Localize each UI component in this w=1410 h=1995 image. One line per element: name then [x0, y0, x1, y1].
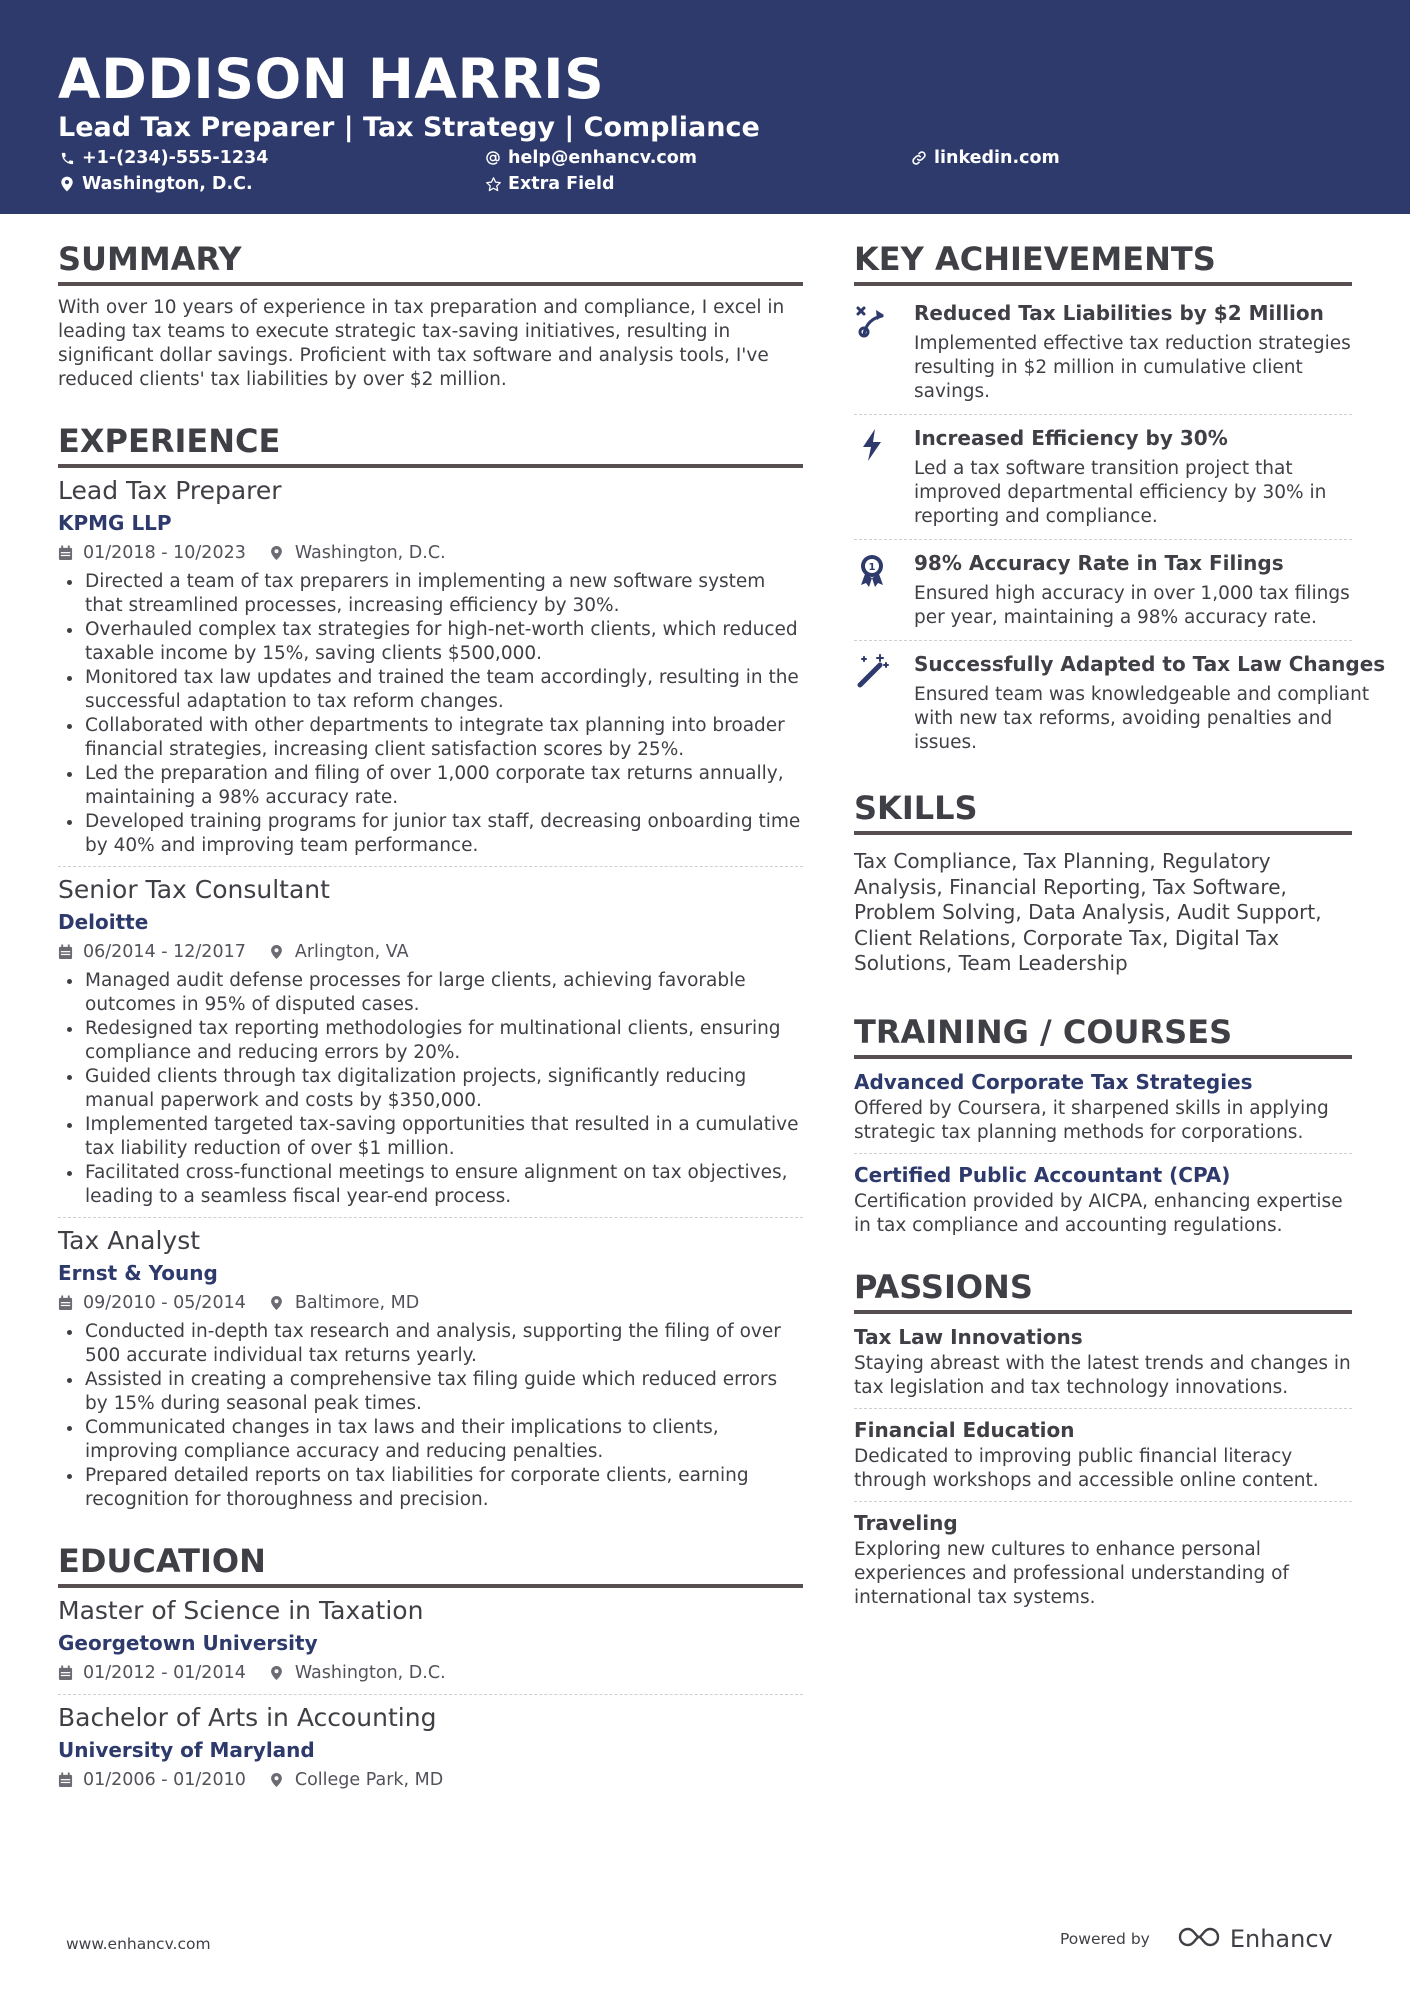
achievement-item [854, 645, 1386, 761]
achievement-desc: Ensured team was knowledgeable and compliant with new tax reforms, avoiding penalties and issues. [914, 684, 1370, 753]
achievement-title: Reduced Tax Liabilities by $2 Million [914, 301, 1324, 325]
calendar-icon [58, 1665, 74, 1681]
divider [854, 1408, 1352, 1409]
job-bullet: Conducted in-depth tax research and analysis, supporting the filing of over 500 accurate individual tax returns yearly. [58, 1320, 803, 1368]
passion-item [854, 1322, 1352, 1400]
link-icon [910, 149, 928, 167]
job-meta [58, 540, 803, 566]
school-name: University of Maryland [58, 1738, 315, 1762]
course-item [854, 1067, 1352, 1145]
education-meta [58, 1660, 803, 1686]
course-item [854, 1160, 1352, 1238]
passions-section [854, 1266, 1352, 1610]
training-title: TRAINING / COURSES [854, 1011, 1352, 1059]
job-dates: 01/2018 - 10/2023 [83, 543, 246, 563]
passion-desc: Exploring new cultures to enhance personal experiences and professional understanding of international tax systems. [854, 1538, 1289, 1608]
calendar-icon [58, 944, 74, 960]
extra-field-text: Extra Field [508, 174, 615, 194]
brand-name[interactable]: Enhancv [1229, 1925, 1333, 1953]
job-bullet: Implemented targeted tax-saving opportunities that resulted in a cumulative tax liability reduction of over $1 million. [58, 1113, 803, 1161]
education-title: EDUCATION [58, 1540, 803, 1588]
enhancv-logo-icon [1176, 1925, 1222, 1953]
achievement-desc: Ensured high accuracy in over 1,000 tax filings per year, maintaining a 98% accuracy rate. [914, 583, 1350, 628]
headline: Lead Tax Preparer | Tax Strategy | Compliance [58, 112, 760, 143]
job-title: Tax Analyst [58, 1226, 201, 1255]
job-bullet: Developed training programs for junior tax staff, decreasing onboarding time by 40% and improving team performance. [58, 810, 803, 858]
calendar-icon [58, 545, 74, 561]
divider [58, 866, 803, 867]
job-location-text: Washington, D.C. [294, 543, 446, 563]
calendar-icon [58, 1295, 74, 1311]
divider [854, 1153, 1352, 1154]
education-location-text: Washington, D.C. [294, 1663, 446, 1683]
achievement-title: Increased Efficiency by 30% [914, 426, 1228, 450]
location-pin-icon [270, 545, 286, 561]
course-desc: Certification provided by AICPA, enhancing expertise in tax compliance and accounting regulations. [854, 1190, 1343, 1236]
job-title: Lead Tax Preparer [58, 476, 282, 505]
location-pin-icon [270, 1295, 286, 1311]
job-bullet: Redesigned tax reporting methodologies for multinational clients, ensuring compliance and reducing errors by 20%. [58, 1017, 803, 1065]
course-desc: Offered by Coursera, it sharpened skills in applying strategic tax planning methods for corporations. [854, 1097, 1329, 1143]
job-entry [58, 1224, 803, 1512]
degree-title: Master of Science in Taxation [58, 1596, 424, 1625]
job-bullet: Collaborated with other departments to integrate tax planning into broader financial strategies, increasing client satisfaction scores by 25%. [58, 714, 803, 762]
powered-by-label: Powered by [1060, 1930, 1150, 1948]
education-location-text: College Park, MD [294, 1770, 444, 1790]
skills-list: Tax Compliance, Tax Planning, Regulatory Analysis, Financial Reporting, Tax Software, Problem Solving, Data Analysis, Audit Support, Client Relations, Corporate Tax, Digital Tax Solutions, Team Leadership [854, 849, 1322, 975]
job-location [270, 540, 446, 566]
summary-text: With over 10 years of experience in tax preparation and compliance, I excel in leading tax teams to execute strategic tax-saving initiatives, resulting in significant dollar savings. Proficient with tax software and analysis tools, I've reduced clients' tax liabilities by over $2 million. [58, 297, 785, 390]
linkedin-text[interactable]: linkedin.com [934, 148, 1060, 168]
achievements-section [854, 238, 1386, 761]
resume-header [0, 0, 1410, 214]
course-title: Advanced Corporate Tax Strategies [854, 1069, 1253, 1094]
degree-title: Bachelor of Arts in Accounting [58, 1703, 437, 1732]
job-entry [58, 474, 803, 858]
candidate-name: ADDISON HARRIS [58, 47, 605, 111]
contact-email [484, 146, 697, 170]
achievement-title: Successfully Adapted to Tax Law Changes [914, 652, 1386, 676]
divider [854, 539, 1352, 540]
job-bullets [58, 1320, 803, 1512]
job-bullet: Guided clients through tax digitalization projects, significantly reducing manual paperwork and costs by $350,000. [58, 1065, 803, 1113]
location-pin-icon [58, 175, 76, 193]
job-location [270, 939, 409, 965]
job-bullet: Managed audit defense processes for large clients, achieving favorable outcomes in 95% of disputed cases. [58, 969, 803, 1017]
job-bullets [58, 570, 803, 858]
job-meta [58, 939, 803, 965]
award-ribbon-icon [854, 548, 898, 630]
education-entry [58, 1594, 803, 1686]
magic-wand-icon [854, 649, 898, 755]
job-bullet: Prepared detailed reports on tax liabilities for corporate clients, earning recognition for thoroughness and precision. [58, 1464, 803, 1512]
company-name: KPMG LLP [58, 511, 172, 535]
company-name: Deloitte [58, 910, 149, 934]
job-bullet: Monitored tax law updates and trained the team accordingly, resulting in the successful adaptation to tax reform changes. [58, 666, 803, 714]
company-name: Ernst & Young [58, 1261, 218, 1285]
course-title: Certified Public Accountant (CPA) [854, 1162, 1231, 1187]
experience-section [58, 420, 803, 1512]
summary-title: SUMMARY [58, 238, 803, 286]
job-bullet: Led the preparation and filing of over 1,000 corporate tax returns annually, maintaining a 98% accuracy rate. [58, 762, 803, 810]
divider [854, 640, 1352, 641]
phone-icon [58, 149, 76, 167]
education-dates: 01/2012 - 01/2014 [83, 1663, 246, 1683]
experience-title: EXPERIENCE [58, 420, 803, 468]
passion-item [854, 1415, 1352, 1493]
job-location [270, 1290, 419, 1316]
achievement-item [854, 419, 1352, 535]
passion-title: Tax Law Innovations [854, 1324, 1083, 1349]
education-location [270, 1660, 446, 1686]
phone-text[interactable]: +1-(234)-555-1234 [82, 148, 269, 168]
divider [58, 1217, 803, 1218]
education-entry [58, 1701, 803, 1793]
job-bullet: Assisted in creating a comprehensive tax filing guide which reduced errors by 15% during seasonal peak times. [58, 1368, 803, 1416]
footer-website[interactable]: www.enhancv.com [66, 1935, 211, 1953]
contact-location [58, 172, 253, 196]
achievements-title: KEY ACHIEVEMENTS [854, 238, 1352, 286]
passion-item [854, 1508, 1352, 1610]
footer-branding [1060, 1925, 1333, 1953]
svg-text:1: 1 [868, 562, 876, 573]
job-bullet: Facilitated cross-functional meetings to ensure alignment on tax objectives, leading to a seamless fiscal year-end process. [58, 1161, 803, 1209]
achievement-item [854, 544, 1352, 636]
education-location [270, 1767, 443, 1793]
contact-extra [484, 172, 615, 196]
right-column [854, 238, 1386, 1610]
skills-title: SKILLS [854, 787, 1352, 835]
summary-section [58, 238, 803, 392]
job-dates: 09/2010 - 05/2014 [83, 1293, 246, 1313]
skills-section [854, 787, 1352, 977]
job-bullet: Directed a team of tax preparers in implementing a new software system that streamlined processes, increasing efficiency by 30%. [58, 570, 803, 618]
job-location-text: Baltimore, MD [294, 1293, 420, 1313]
divider [854, 414, 1352, 415]
strategy-icon [854, 298, 898, 404]
education-meta [58, 1767, 803, 1793]
job-dates: 06/2014 - 12/2017 [83, 942, 246, 962]
achievement-desc: Led a tax software transition project that improved departmental efficiency by 30% in reporting and compliance. [914, 458, 1327, 527]
achievement-title: 98% Accuracy Rate in Tax Filings [914, 551, 1284, 575]
divider [58, 1694, 803, 1695]
star-icon [484, 175, 502, 193]
left-column [58, 238, 803, 1793]
passion-desc: Staying abreast with the latest trends and changes in tax legislation and tax technology innovations. [854, 1352, 1351, 1398]
job-meta [58, 1290, 803, 1316]
passions-title: PASSIONS [854, 1266, 1352, 1314]
calendar-icon [58, 1772, 74, 1788]
job-bullets [58, 969, 803, 1209]
education-section [58, 1540, 803, 1793]
job-location-text: Arlington, VA [294, 942, 409, 962]
achievement-item [854, 294, 1352, 410]
location-pin-icon [270, 1665, 286, 1681]
at-icon [484, 149, 502, 167]
email-text[interactable]: help@enhancv.com [508, 148, 698, 168]
achievement-desc: Implemented effective tax reduction strategies resulting in $2 million in cumulative client savings. [914, 333, 1351, 402]
contact-phone [58, 146, 268, 170]
job-entry [58, 873, 803, 1209]
contact-linkedin [910, 146, 1060, 170]
lightning-icon [854, 423, 898, 529]
location-text: Washington, D.C. [82, 174, 253, 194]
education-dates: 01/2006 - 01/2010 [83, 1770, 246, 1790]
passion-desc: Dedicated to improving public financial literacy through workshops and accessible online content. [854, 1445, 1319, 1491]
divider [854, 1501, 1352, 1502]
job-title: Senior Tax Consultant [58, 875, 330, 904]
location-pin-icon [270, 1772, 286, 1788]
location-pin-icon [270, 944, 286, 960]
passion-title: Traveling [854, 1510, 958, 1535]
job-bullet: Communicated changes in tax laws and their implications to clients, improving compliance accuracy and reducing penalties. [58, 1416, 803, 1464]
job-bullet: Overhauled complex tax strategies for high-net-worth clients, which reduced taxable income by 15%, saving clients $500,000. [58, 618, 803, 666]
training-section [854, 1011, 1352, 1238]
passion-title: Financial Education [854, 1417, 1075, 1442]
school-name: Georgetown University [58, 1631, 318, 1655]
